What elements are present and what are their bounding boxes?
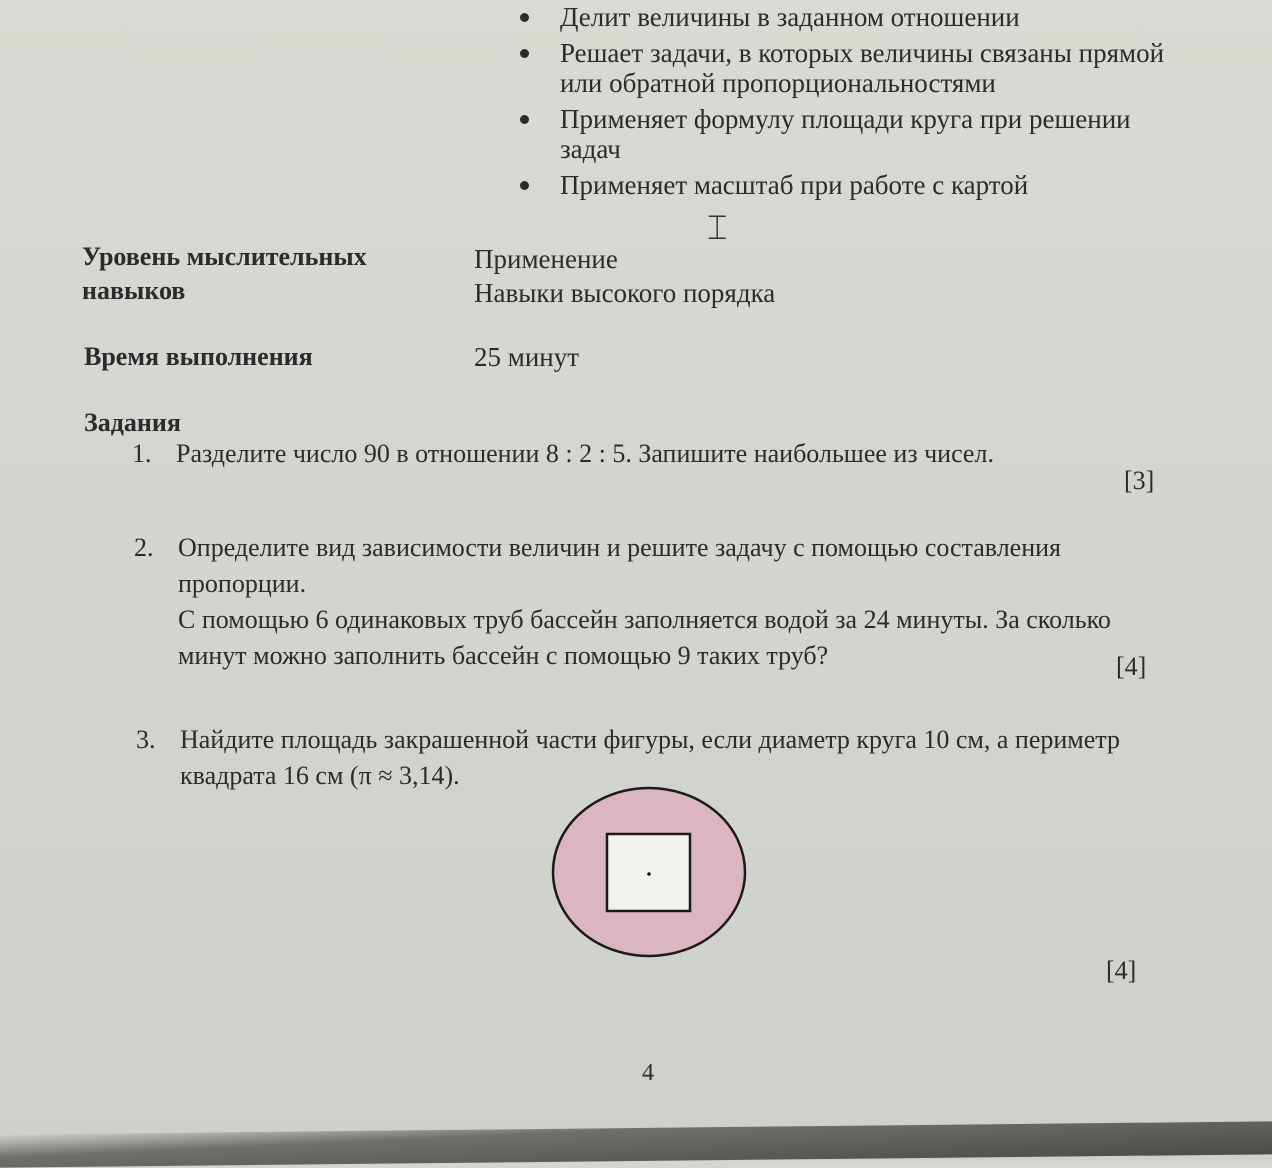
task-3-score: [4] [1106,956,1137,985]
task-1 [132,436,1232,476]
thinking-level-value-1: Применение [474,244,618,274]
text-cursor-icon: ⌶ [707,210,728,247]
objective-item: Применяет формулу площади круга при решении задач [520,104,1160,164]
objective-item: Делит величины в заданном отношении [520,2,1220,32]
tasks-heading: Задания [84,408,181,437]
task-number: 3. [136,725,156,754]
objective-item: Применяет масштаб при работе с картой [520,170,1220,200]
objectives-list [520,2,1220,206]
page-number: 4 [642,1060,654,1086]
time-label: Время выполнения [84,342,313,371]
time-value: 25 минут [474,342,580,372]
center-dot [647,872,651,876]
task-number: 2. [134,533,154,562]
task-number: 1. [132,439,152,468]
task-1-score: [3] [1124,466,1155,495]
task-problem: С помощью 6 одинаковых труб бассейн заполняется водой за 24 минуты. За сколько минут можно заполнить бассейн с помощью 9 таких труб? [178,605,1111,670]
task-text: Разделите число 90 в отношении 8 : 2 : 5. Запишите наибольшее из чисел. [176,439,994,468]
circle-square-figure [548,786,752,962]
thinking-level-label: Уровень мыслительных навыков [82,242,367,305]
task-instruction: Определите вид зависимости величин и решите задачу с помощью составления пропорции. [178,533,1061,598]
task-text: Найдите площадь закрашенной части фигуры, если диаметр круга 10 см, а периметр квадрата 16 см (π ≈ 3,14). [180,725,1120,790]
task-2-score: [4] [1116,652,1147,681]
objective-item: Решает задачи, в которых величины связаны прямой или обратной пропорциональностями [520,38,1190,98]
task-2 [134,530,1234,670]
thinking-level-value-2: Навыки высокого порядка [474,278,776,308]
